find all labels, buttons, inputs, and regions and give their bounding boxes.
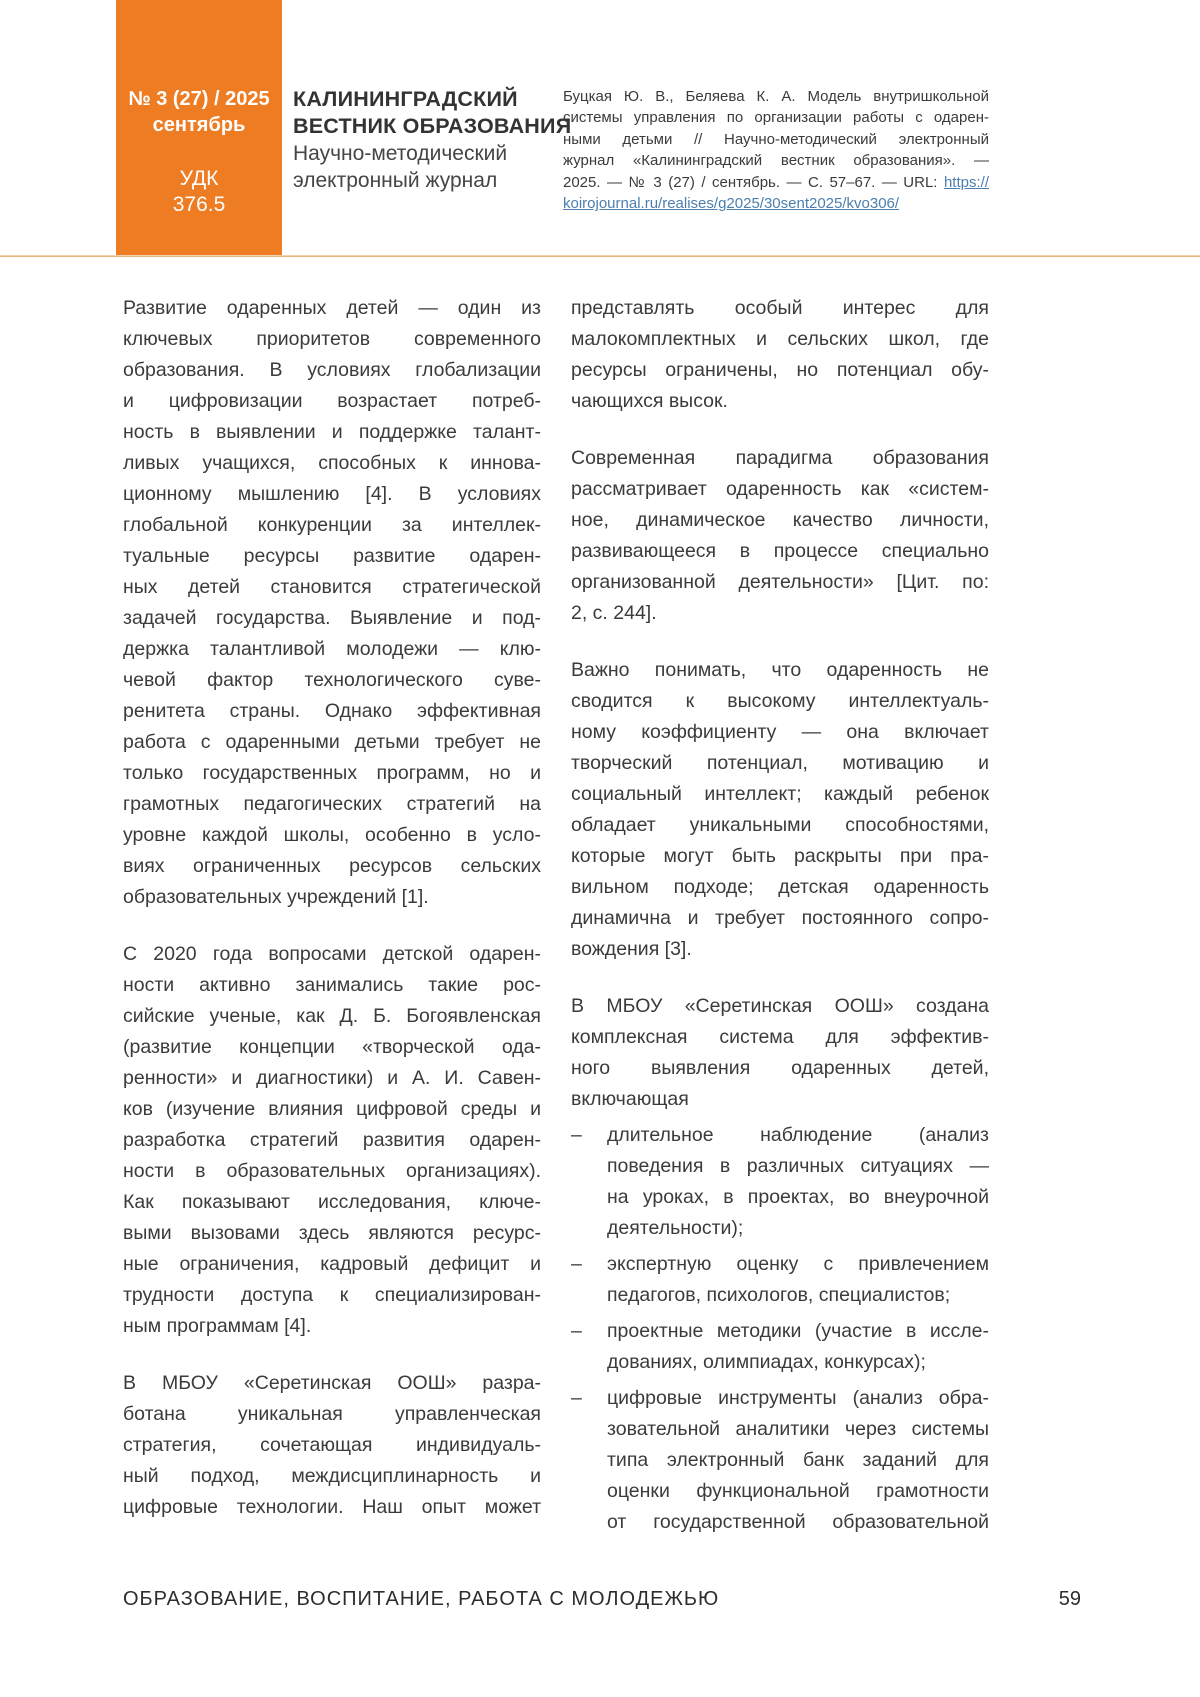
list-item-text [607,1383,989,1538]
issue-number: № 3 (27) / 2025 [128,88,270,110]
text-line: ное, динамическое качество личности, [571,509,989,531]
text-line: туальные ресурсы развитие одарен- [123,545,541,567]
text-line: зовательной аналитики через системы [607,1418,989,1440]
text-line: виях ограниченных ресурсов сельских [123,855,541,877]
right-column [571,293,989,1549]
text-line: чевой фактор технологического суве- [123,669,541,691]
citation-line [563,86,989,107]
text-line: ционному мышлению [4]. В условиях [123,483,541,505]
text-line: деятельности); [607,1217,744,1239]
text-line: ному коэффициенту — она включает [571,721,989,743]
text-line: на уроках, в проектах, во внеурочной [607,1186,989,1208]
text-line: включающая [571,1088,689,1110]
list-item-marker: – [571,1387,582,1409]
text-line: грамотных педагогических стратегий на [123,793,541,815]
text-line: ливых учащихся, способных к иннова- [123,452,541,474]
article-body [123,293,989,1549]
list-item-marker: – [571,1320,582,1342]
text-line: обладает уникальными способностями, [571,814,989,836]
text-line: цифровые инструменты (анализ обра- [607,1387,989,1409]
text-line: В МБОУ «Серетинская ООШ» создана [571,995,989,1017]
list-item [571,1383,989,1538]
text-line: сийские ученые, как Д. Б. Богоявленская [123,1005,541,1027]
text-line: цифровые технологии. Наш опыт может [123,1496,541,1518]
text-line: сводится к высокому интеллектуаль- [571,690,989,712]
text-line: ных детей становится стратегической [123,576,541,598]
list-item-marker: – [571,1124,582,1146]
text-line: только государственных программ, но и [123,762,541,784]
text-line: Развитие одаренных детей — один из [123,297,541,319]
citation-text: ными детьми // Научно-методический электронный [563,130,989,148]
text-line: стратегия, сочетающая индивидуаль- [123,1434,541,1456]
text-line: экспертную оценку с привлечением [607,1253,989,1275]
text-line: С 2020 года вопросами детской одарен- [123,943,541,965]
paragraph [123,293,541,913]
udk-value: 376.5 [172,193,226,216]
journal-subtitle-line2: электронный журнал [293,169,498,192]
text-line: проектные методики (участие в иссле- [607,1320,989,1342]
text-line: 2, с. 244]. [571,602,657,624]
text-line: ключевых приоритетов современного [123,328,541,350]
text-line: В МБОУ «Серетинская ООШ» разра- [123,1372,541,1394]
citation-text: Буцкая Ю. В., Беляева К. А. Модель внутришкольной [563,88,989,105]
list-item [571,1120,989,1244]
text-line: ренности» и диагностики) и А. И. Савен- [123,1067,541,1089]
text-line: ренитета страны. Однако эффективная [123,700,541,722]
list-item [571,1249,989,1311]
citation-line [563,129,989,150]
paragraph [571,443,989,629]
text-line: трудности доступа к специализирован- [123,1284,541,1306]
paragraph [571,991,989,1115]
text-line: вильном подходе; детская одаренность [571,876,989,898]
list-item [571,1316,989,1378]
text-line: (развитие концепции «творческой ода- [123,1036,541,1058]
journal-title-line2: ВЕСТНИК ОБРАЗОВАНИЯ [293,114,572,138]
issue-month: сентябрь [152,114,246,136]
list-item-marker: – [571,1253,582,1275]
list-item-text [607,1316,989,1378]
text-line: и цифровизации возрастает потреб- [123,390,541,412]
text-line: комплексная система для эффектив- [571,1026,989,1048]
text-line: представлять особый интерес для [571,297,989,319]
text-line: ность в выявлении и поддержке талант- [123,421,541,443]
journal-title-line1: КАЛИНИНГРАДСКИЙ [293,87,518,111]
text-line: ного выявления одаренных детей, [571,1057,989,1079]
citation-link[interactable]: https:// [943,173,989,191]
text-line: развивающееся в процессе специально [571,540,989,562]
citation-line [563,193,989,214]
text-line: творческий потенциал, мотивацию и [571,752,989,774]
page-number: 59 [1058,1588,1081,1610]
text-line: глобальной конкуренции за интеллек- [123,514,541,536]
journal-header [293,86,571,194]
text-line: ресурсы ограничены, но потенциал обу- [571,359,989,381]
text-line: ков (изучение влияния цифровой среды и [123,1098,541,1120]
text-line: ности в образовательных организациях). [123,1160,541,1182]
text-line: ности активно занимались такие рос- [123,974,541,996]
text-line: длительное наблюдение (анализ [607,1124,989,1146]
udk-label: УДК [179,167,219,190]
text-line: Важно понимать, что одаренность не [571,659,989,681]
udk-block [116,166,282,218]
text-line: ным программам [4]. [123,1315,312,1337]
text-line: рассматривает одаренность как «систем- [571,478,989,500]
citation-line [563,172,989,193]
issue-box [116,0,282,257]
citation-line [563,107,989,128]
citation-link[interactable]: koirojournal.ru/realises/g2025/30sent2025/kvo306/ [563,195,900,213]
citation-text: системы управления по организации работы с одарен- [563,109,989,127]
text-line: задачей государства. Выявление и под- [123,607,541,629]
left-column [123,293,541,1549]
paragraph [571,655,989,965]
text-line: образования. В условиях глобализации [123,359,541,381]
text-line: выми вызовами здесь являются ресурс- [123,1222,541,1244]
footer-section-title: ОБРАЗОВАНИЕ, ВОСПИТАНИЕ, РАБОТА С МОЛОДЕЖЬЮ [123,1588,720,1610]
paragraph [123,939,541,1342]
paragraph [123,1368,541,1523]
citation-text: 2025. — № 3 (27) / сентябрь. — С. 57–67. — URL: [563,173,944,191]
text-line: уровне каждой школы, особенно в усло- [123,824,541,846]
text-line: ный подход, междисциплинарность и [123,1465,541,1487]
text-line: ботана уникальная управленческая [123,1403,541,1425]
text-line: вождения [3]. [571,938,692,960]
text-line: Современная парадигма образования [571,447,989,469]
text-line: работа с одаренными детьми требует не [123,731,541,753]
list-item-text [607,1249,989,1311]
text-line: чающихся высок. [571,390,728,412]
text-line: от государственной образовательной [607,1511,989,1533]
list-item-text [607,1120,989,1244]
text-line: образовательных учреждений [1]. [123,886,429,908]
text-line: типа электронный банк заданий для [607,1449,989,1471]
text-line: социальный интеллект; каждый ребенок [571,783,989,805]
text-line: динамична и требует постоянного сопро- [571,907,989,929]
citation-text: журнал «Калининградский вестник образования». — [563,152,989,170]
issue-info [116,86,282,138]
text-line: организованной деятельности» [Цит. по: [571,571,989,593]
header-divider [0,255,1200,257]
text-line: ные ограничения, кадровый дефицит и [123,1253,541,1275]
text-line: которые могут быть раскрыты при пра- [571,845,989,867]
text-line: держка талантливой молодежи — клю- [123,638,541,660]
citation-line [563,150,989,171]
text-line: малокомплектных и сельских школ, где [571,328,989,350]
paragraph [571,293,989,417]
text-line: поведения в различных ситуациях — [607,1155,989,1177]
journal-subtitle-line1: Научно-методический [293,142,508,165]
text-line: оценки функциональной грамотности [607,1480,989,1502]
text-line: Как показывают исследования, ключе- [123,1191,541,1213]
citation [563,86,989,214]
text-line: педагогов, психологов, специалистов; [607,1284,951,1306]
text-line: разработка стратегий развития одарен- [123,1129,541,1151]
text-line: дованиях, олимпиадах, конкурсах); [607,1351,926,1373]
